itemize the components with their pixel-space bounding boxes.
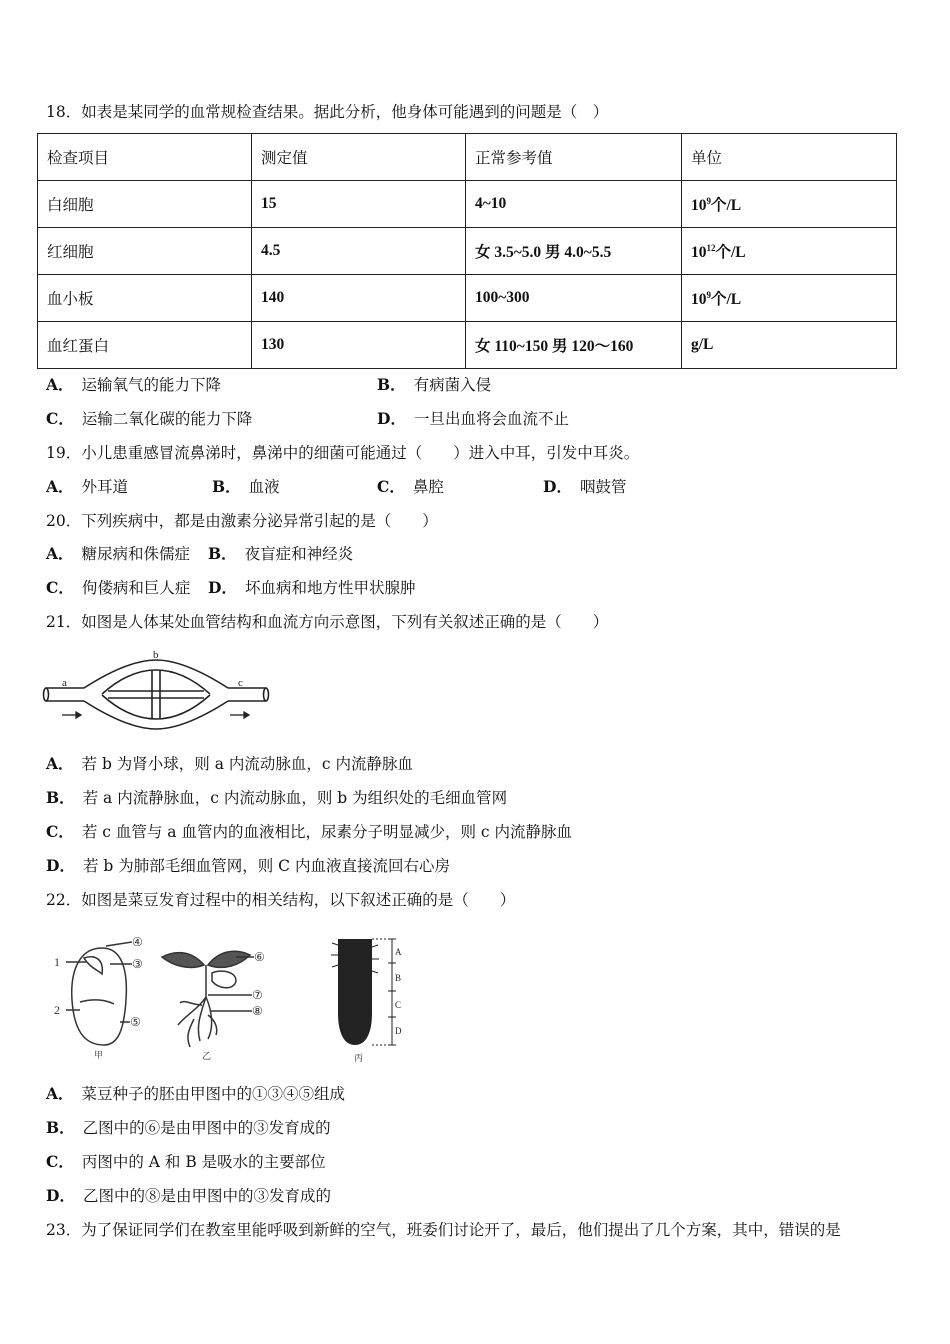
root-zone-b: B — [395, 973, 402, 983]
q20-option-c[interactable]: C． 佝偻病和巨人症 — [46, 578, 191, 597]
row-item: 红细胞 — [38, 228, 252, 275]
plant-label-6: ⑥ — [254, 950, 265, 964]
row-value: 140 — [252, 275, 466, 322]
blood-test-table — [37, 133, 897, 369]
row-unit: $10^{12}$个/L — [682, 228, 897, 275]
seed-label-1: 1 — [54, 955, 60, 969]
row-range: 女 3.5~5.0 男 4.0~5.5 — [466, 228, 682, 275]
table-row — [38, 322, 897, 369]
q19-option-c[interactable]: C． 鼻腔 — [377, 477, 444, 496]
q22-option-b[interactable]: B． 乙图中的⑥是由甲图中的③发育成的 — [46, 1118, 331, 1137]
q19-option-a[interactable]: A． 外耳道 — [46, 477, 129, 496]
q18-option-d[interactable]: D． 一旦出血将会血流不止 — [377, 409, 569, 428]
blood-vessel-diagram — [42, 648, 272, 736]
row-value: 130 — [252, 322, 466, 369]
bean-seedling-diagram — [156, 935, 276, 1065]
row-range: 4~10 — [466, 181, 682, 228]
q19-option-b[interactable]: B． 血液 — [212, 477, 280, 496]
row-item: 白细胞 — [38, 181, 252, 228]
table-header-row — [38, 134, 897, 181]
q21-option-d[interactable]: D． 若 b 为肺部毛细血管网，则 C 内血液直接流回右心房 — [46, 856, 450, 875]
q22-stem: 22．如图是菜豆发育过程中的相关结构，以下叙述正确的是（ ） — [46, 891, 516, 909]
q20-option-a[interactable]: A． 糖尿病和侏儒症 — [46, 544, 191, 563]
root-zone-a: A — [395, 947, 402, 957]
q21-stem: 21．如图是人体某处血管结构和血流方向示意图，下列有关叙述正确的是（ ） — [46, 613, 609, 631]
q22-option-d[interactable]: D． 乙图中的⑧是由甲图中的③发育成的 — [46, 1186, 331, 1205]
row-value: 4.5 — [252, 228, 466, 275]
table-row — [38, 181, 897, 228]
label-c: c — [238, 677, 243, 689]
root-tip-diagram — [322, 933, 406, 1068]
q22-option-a[interactable]: A． 菜豆种子的胚由甲图中的①③④⑤组成 — [46, 1084, 346, 1103]
seed-label-4: ④ — [132, 935, 143, 949]
q18-option-c[interactable]: C． 运输二氧化碳的能力下降 — [46, 409, 253, 428]
row-item: 血小板 — [38, 275, 252, 322]
q21-option-c[interactable]: C． 若 c 血管与 a 血管内的血液相比，尿素分子明显减少，则 c 内流静脉血 — [46, 822, 573, 841]
q20-option-d[interactable]: D． 坏血病和地方性甲状腺肿 — [208, 578, 416, 597]
q19-stem: 19．小儿患重感冒流鼻涕时，鼻涕中的细菌可能通过（ ）进入中耳，引发中耳炎。 — [46, 444, 640, 462]
q23-stem: 23．为了保证同学们在教室里能呼吸到新鲜的空气，班委们讨论开了，最后，他们提出了几个方案，其中，错误的是 — [46, 1221, 841, 1239]
seed-label-3: ③ — [132, 957, 143, 971]
row-item: 血红蛋白 — [38, 322, 252, 369]
plant-caption: 乙 — [202, 1052, 212, 1062]
table-row — [38, 228, 897, 275]
header-unit: 单位 — [682, 134, 897, 181]
q21-option-a[interactable]: A． 若 b 为肾小球，则 a 内流动脉血，c 内流静脉血 — [46, 754, 414, 773]
row-range: 100~300 — [466, 275, 682, 322]
q18-option-a[interactable]: A． 运输氧气的能力下降 — [46, 375, 222, 394]
row-value: 15 — [252, 181, 466, 228]
q20-stem: 20．下列疾病中，都是由激素分泌异常引起的是（ ） — [46, 512, 438, 530]
label-b: b — [153, 649, 159, 661]
seed-label-2: 2 — [54, 1003, 60, 1017]
q22-option-c[interactable]: C． 丙图中的 A 和 B 是吸水的主要部位 — [46, 1152, 326, 1171]
root-zone-c: C — [395, 1000, 402, 1010]
q20-option-b[interactable]: B． 夜盲症和神经炎 — [208, 544, 354, 563]
seed-caption: 甲 — [94, 1051, 104, 1061]
row-unit: $10^9$个/L — [682, 275, 897, 322]
row-unit: g/L — [682, 322, 897, 369]
bean-seed-diagram — [44, 930, 164, 1065]
row-unit: $10^9$个/L — [682, 181, 897, 228]
q18-stem: 18．如表是某同学的血常规检查结果。据此分析，他身体可能遇到的问题是（ ） — [46, 103, 609, 121]
plant-label-7: ⑦ — [252, 988, 263, 1002]
header-item: 检查项目 — [38, 134, 252, 181]
q21-option-b[interactable]: B． 若 a 内流静脉血，c 内流动脉血，则 b 为组织处的毛细血管网 — [46, 788, 508, 807]
root-zone-d: D — [395, 1026, 402, 1036]
table-row — [38, 275, 897, 322]
row-range: 女 110~150 男 120～160 — [466, 322, 682, 369]
label-a: a — [62, 677, 67, 689]
seed-label-5: ⑤ — [130, 1015, 141, 1029]
q18-option-b[interactable]: B． 有病菌入侵 — [377, 375, 492, 394]
header-range: 正常参考值 — [466, 134, 682, 181]
q19-option-d[interactable]: D． 咽鼓管 — [543, 477, 627, 496]
plant-label-8: ⑧ — [252, 1004, 263, 1018]
root-caption: 丙 — [354, 1054, 364, 1064]
header-value: 测定值 — [252, 134, 466, 181]
